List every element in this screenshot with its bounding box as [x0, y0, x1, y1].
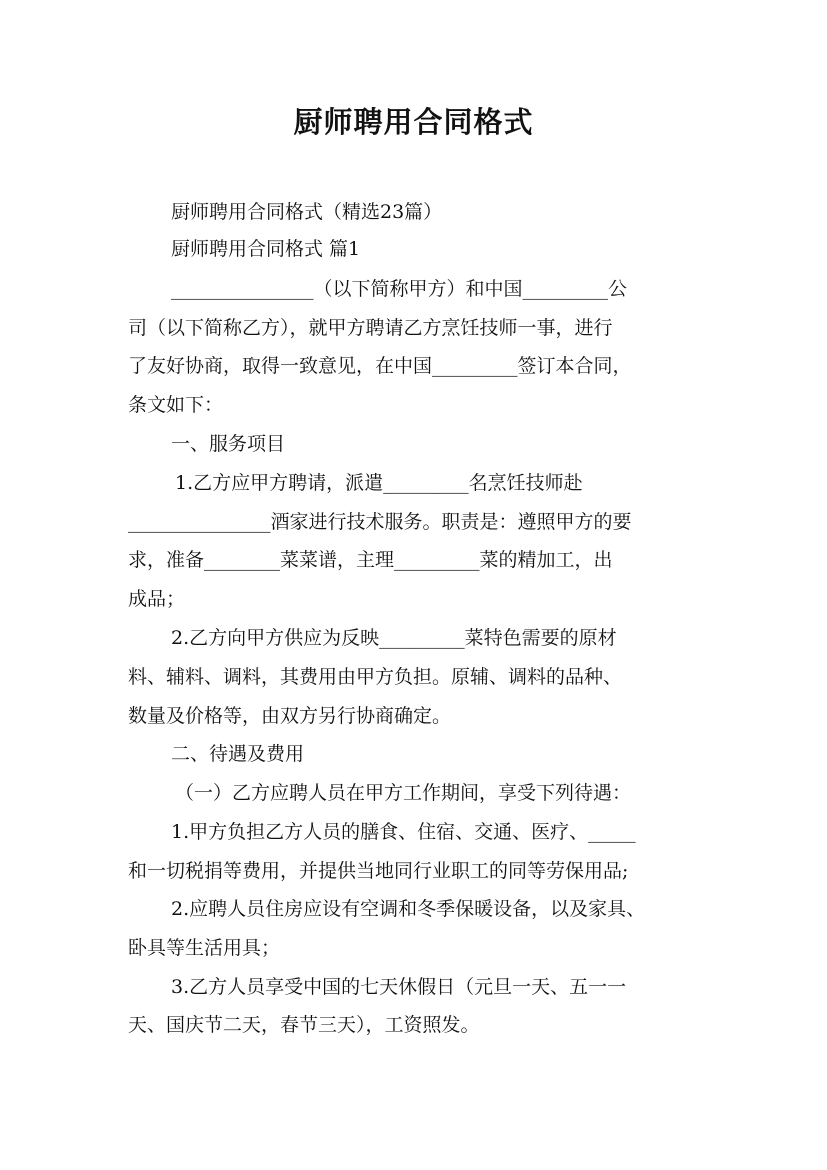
- clause-heading: 二、待遇及费用: [171, 743, 305, 765]
- clause-heading: 一、服务项目: [171, 433, 286, 455]
- clause-line: 天、国庆节二天，春节三天），工资照发。: [128, 1014, 480, 1036]
- paragraph-line: 了友好协商，取得一致意见，在中国_________签订本合同，: [128, 355, 632, 377]
- clause-line: 2.乙方向甲方供应为反映_________菜特色需要的原材: [171, 627, 617, 649]
- clause-line: 数量及价格等，由双方另行协商确定。: [128, 705, 452, 727]
- clause-line: 料、辅料、调料，其费用由甲方负担。原辅、调料的品种、: [128, 666, 623, 688]
- clause-line: 1.乙方应甲方聘请，派遣_________名烹饪技师赴: [175, 472, 583, 494]
- paragraph-line: _______________（以下简称甲方）和中国_________公: [171, 278, 628, 300]
- clause-line: 求，准备________菜菜谱，主理_________菜的精加工，出: [128, 549, 613, 571]
- document-title: 厨师聘用合同格式: [293, 105, 534, 139]
- clause-line: 2.应聘人员住房应设有空调和冬季保暖设备，以及家具、: [171, 898, 646, 920]
- clause-line: （一）乙方应聘人员在甲方工作期间，享受下列待遇：: [175, 782, 632, 804]
- paragraph-line: 司（以下简称乙方），就甲方聘请乙方烹饪技师一事，进行: [128, 317, 613, 339]
- clause-line: 3.乙方人员享受中国的七天休假日（元旦一天、五一一: [171, 976, 627, 998]
- clause-line: _______________酒家进行技术服务。职责是：遵照甲方的要: [128, 511, 632, 533]
- paragraph-line: 条文如下：: [128, 394, 224, 416]
- clause-line: 和一切税捐等费用，并提供当地同行业职工的同等劳保用品;: [128, 860, 629, 882]
- clause-line: 成品；: [128, 588, 186, 610]
- clause-line: 1.甲方负担乙方人员的膳食、住宿、交通、医疗、_____: [171, 821, 636, 843]
- section-heading-1: 厨师聘用合同格式 篇1: [171, 238, 361, 260]
- clause-line: 卧具等生活用具；: [128, 937, 281, 959]
- subtitle-line: 厨师聘用合同格式（精选23篇）: [171, 201, 443, 223]
